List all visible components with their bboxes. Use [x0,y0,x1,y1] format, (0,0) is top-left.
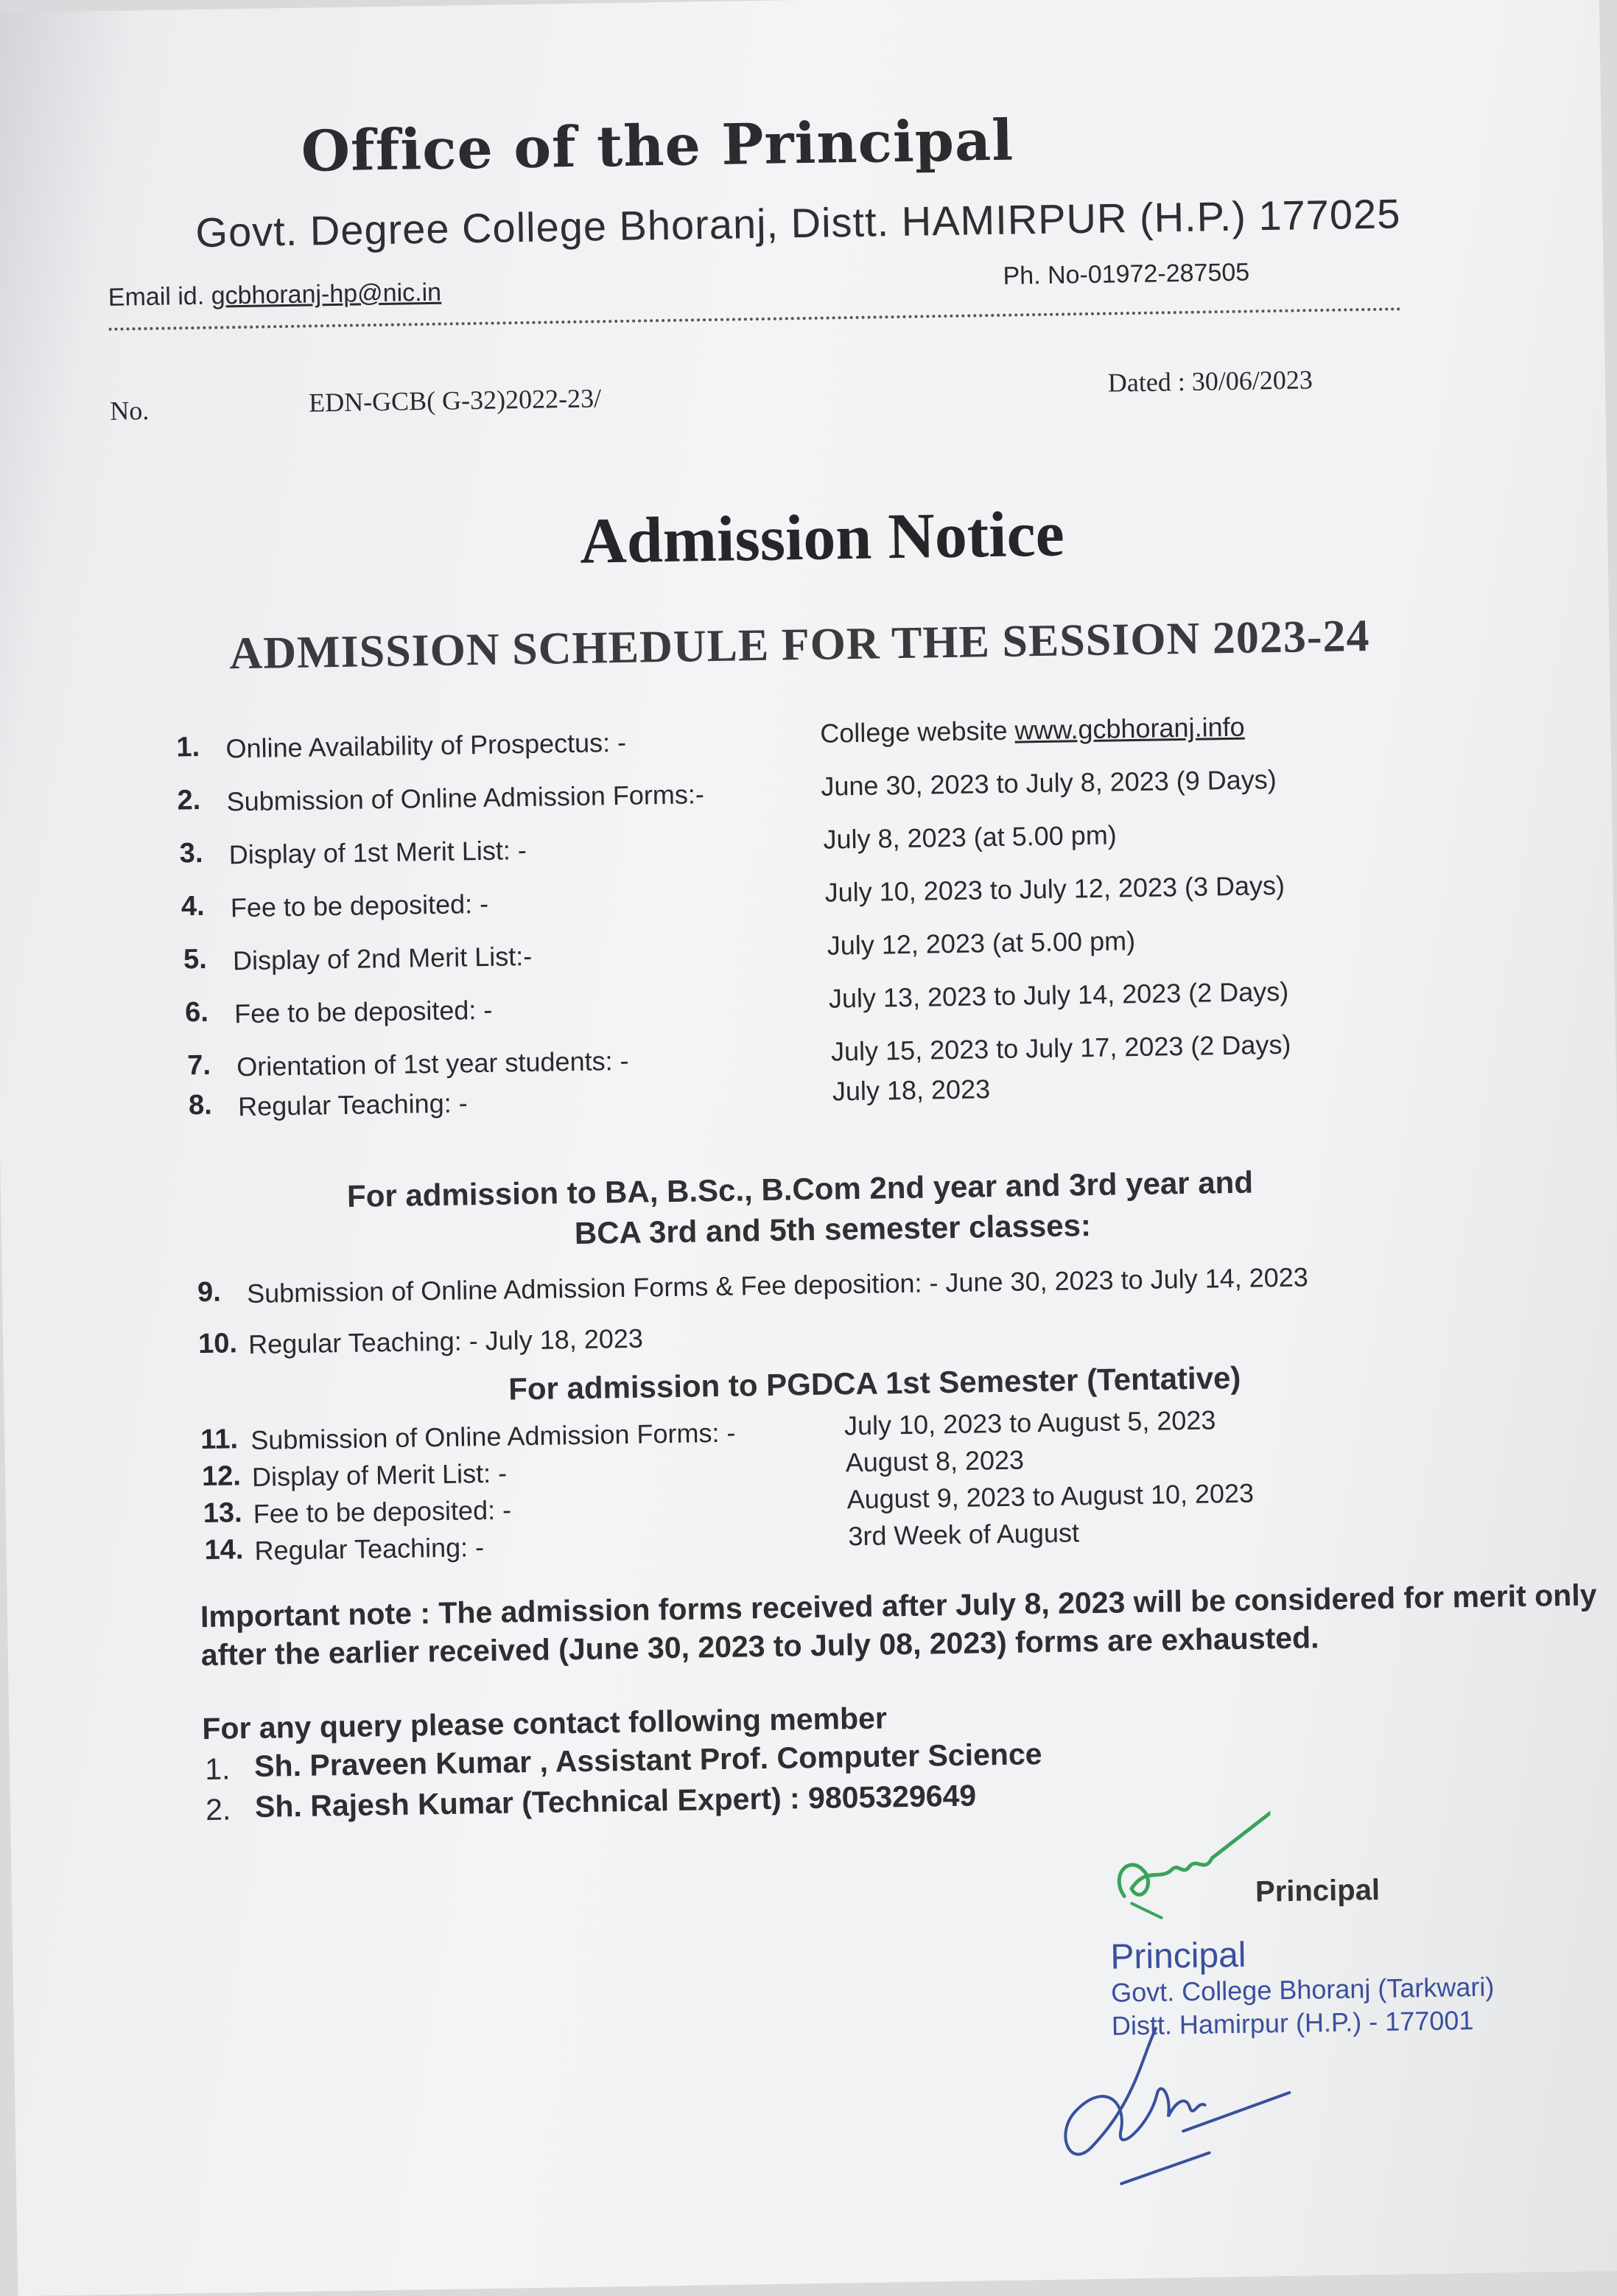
list-item-number: 1. [204,1751,231,1787]
list-item-number: 8. [188,1089,213,1121]
list-item-label: Display of Merit List: - [251,1457,508,1492]
list-item-label: Submission of Online Admission Forms: - [250,1417,736,1455]
list-item-value: 3rd Week of August [848,1517,1080,1552]
green-signature [1101,1805,1272,1941]
reference-label: No. [109,395,150,426]
list-item-text: Regular Teaching: - July 18, 2023 [248,1323,644,1360]
list-item-number: 7. [186,1049,211,1082]
email-line [108,279,442,312]
list-item-text: Submission of Online Admission Forms & Fee deposition: - June 30, 2023 to July 14, 2023 [246,1261,1309,1309]
list-item-number: 12. [201,1460,242,1493]
list-item-value: July 15, 2023 to July 17, 2023 (2 Days) [830,1029,1291,1067]
list-item-value: July 8, 2023 (at 5.00 pm) [823,819,1118,855]
list-item-label: Display of 1st Merit List: - [228,835,527,870]
list-item-label: Fee to be deposited: - [253,1494,512,1529]
list-item-number: 1. [176,731,200,763]
list-item-number: 9. [197,1276,222,1309]
list-item-value: July 18, 2023 [832,1074,991,1107]
list-item-label: Orientation of 1st year students: - [236,1045,629,1082]
section-heading: BCA 3rd and 5th semester classes: [574,1208,1092,1251]
list-item-number: 14. [204,1534,244,1566]
email-label: Email id. [108,281,211,312]
list-item-number: 2. [177,784,201,816]
stamp-address: Distt. Hamirpur (H.P.) - 177001 [1111,2005,1474,2041]
list-item-number: 4. [180,890,205,923]
list-item-label: Regular Teaching: - [237,1088,468,1122]
contact-intro: For any query please contact following member [202,1701,888,1746]
list-item-value: August 9, 2023 to August 10, 2023 [846,1477,1255,1515]
notice-title: Admission Notice [579,498,1065,578]
list-item-value: July 10, 2023 to July 12, 2023 (3 Days) [824,869,1285,908]
website-link: www.gcbhoranj.info [1014,711,1245,746]
phone-number: Ph. No-01972-287505 [1003,258,1250,290]
blue-signature [1045,1982,1299,2207]
list-item-number: 5. [183,943,208,976]
list-item-number: 10. [197,1328,238,1360]
dotted-divider [109,307,1402,331]
list-item-value: June 30, 2023 to July 8, 2023 (9 Days) [821,764,1277,802]
list-item-number: 3. [179,837,203,869]
list-item-label: Regular Teaching: - [254,1532,485,1566]
list-item-label: Online Availability of Prospectus: - [225,727,627,764]
office-heading: Office of the Principal [301,107,1014,184]
principal-label: Principal [1255,1873,1381,1908]
list-item-value: July 10, 2023 to August 5, 2023 [843,1404,1216,1441]
date: Dated : 30/06/2023 [1107,365,1313,398]
list-item-label: Fee to be deposited: - [230,888,489,923]
contact-member: Sh. Rajesh Kumar (Technical Expert) : 9805329649 [254,1778,977,1824]
list-item-label: Submission of Online Admission Forms:- [226,779,705,817]
college-address: Govt. Degree College Bhoranj, Distt. HAMIRPUR (H.P.) 177025 [195,190,1401,256]
reference-number: EDN-GCB( G-32)2022-23/ [308,383,602,418]
section-heading: For admission to BA, B.Sc., B.Com 2nd year and 3rd year and [346,1164,1254,1214]
contact-member: Sh. Praveen Kumar , Assistant Prof. Computer Science [253,1737,1042,1783]
important-note: Important note : The admission forms received after July 8, 2023 will be considered for merit only after the earlier received (June 30, 2023 to July 08, 2023) forms are exhausted. [200,1578,1597,1673]
list-item-value: July 13, 2023 to July 14, 2023 (2 Days) [828,976,1289,1014]
email-address: gcbhoranj-hp@nic.in [211,278,442,310]
list-item-value: College website www.gcbhoranj.info [819,711,1245,749]
list-item-number: 2. [205,1792,231,1827]
stamp-college: Govt. College Bhoranj (Tarkwari) [1110,1971,1495,2008]
list-item-value: July 12, 2023 (at 5.00 pm) [827,925,1136,961]
stamp-title: Principal [1110,1935,1246,1977]
list-item-number: 13. [203,1497,242,1530]
list-item-label: Display of 2nd Merit List:- [232,940,533,976]
list-item-number: 6. [184,996,209,1029]
list-item-value: August 8, 2023 [845,1444,1025,1478]
section-heading: For admission to PGDCA 1st Semester (Tentative) [508,1359,1241,1407]
list-item-number: 11. [200,1424,239,1456]
list-item-label: Fee to be deposited: - [234,994,493,1029]
schedule-title: ADMISSION SCHEDULE FOR THE SESSION 2023-24 [228,610,1370,679]
